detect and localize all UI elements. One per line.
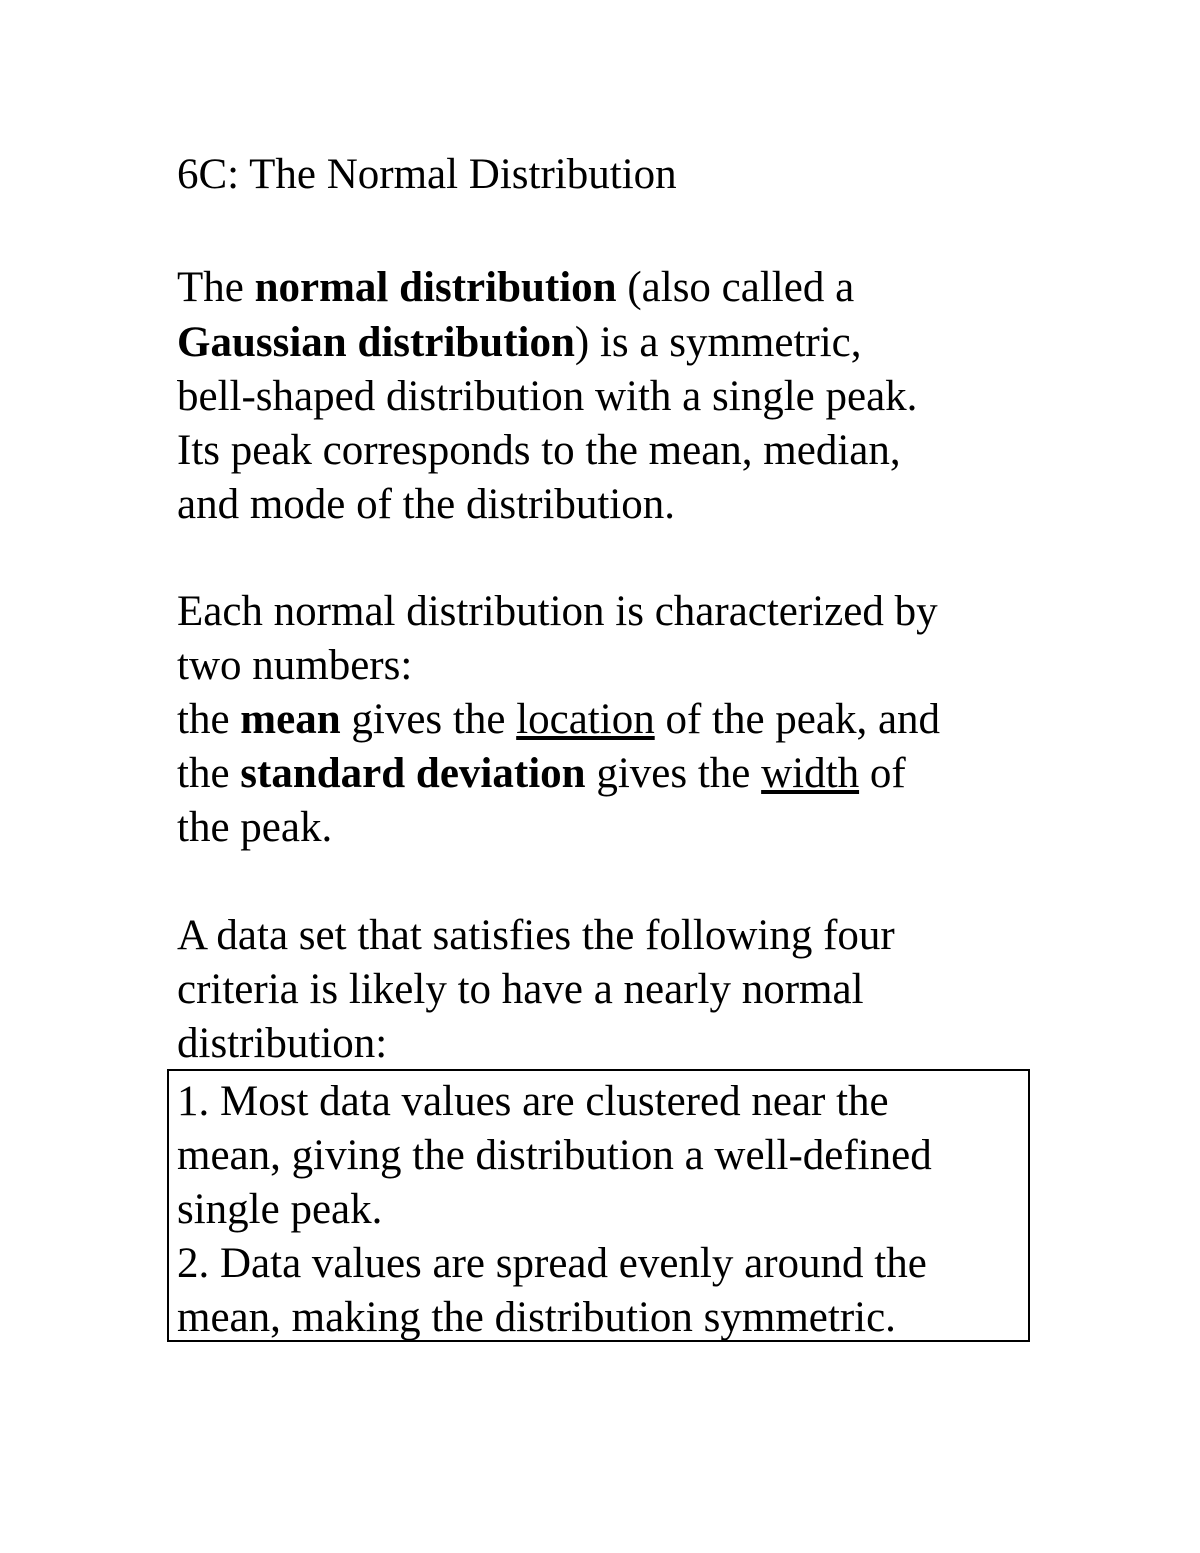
page-title: 6C: The Normal Distribution [177,151,677,198]
paragraph-3-line-1: A data set that satisfies the following four [177,912,895,959]
text-run: the [177,696,241,743]
paragraph-2-line-5: the peak. [177,804,333,851]
term-mean: mean [240,696,341,743]
paragraph-1-line-3: bell-shaped distribution with a single peak. [177,373,918,420]
term-gaussian-distribution: Gaussian distribution [177,319,575,366]
text-run: ) is a symmetric, [574,319,862,366]
paragraph-1-line-1 [177,261,854,315]
paragraph-1-line-2 [177,316,862,370]
criteria-line-4: 2. Data values are spread evenly around the [177,1240,927,1287]
text-run: gives the [585,750,762,797]
criteria-line-3: single peak. [177,1186,383,1233]
paragraph-2-line-4 [177,747,906,801]
text-run: gives the [340,696,517,743]
paragraph-3-line-3: distribution: [177,1020,388,1067]
text-run: the [177,750,241,797]
term-standard-deviation: standard deviation [240,750,586,797]
paragraph-3-line-2: criteria is likely to have a nearly normal [177,966,864,1013]
paragraph-2-line-1: Each normal distribution is characterized by [177,588,938,635]
criteria-line-2: mean, giving the distribution a well-defined [177,1132,932,1179]
paragraph-1-line-4: Its peak corresponds to the mean, median, [177,427,901,474]
underlined-location: location [516,696,655,743]
paragraph-2-line-2: two numbers: [177,642,413,689]
text-run: of the peak, and [654,696,941,743]
underlined-width: width [761,750,860,797]
paragraph-2-line-3 [177,693,940,747]
term-normal-distribution: normal distribution [254,264,617,311]
criteria-line-5: mean, making the distribution symmetric. [177,1294,896,1341]
text-run: The [177,264,255,311]
paragraph-1-line-5: and mode of the distribution. [177,481,676,528]
criteria-box [167,1069,1030,1342]
criteria-line-1: 1. Most data values are clustered near the [177,1078,889,1125]
text-run: of [859,750,906,797]
text-run: (also called a [616,264,855,311]
